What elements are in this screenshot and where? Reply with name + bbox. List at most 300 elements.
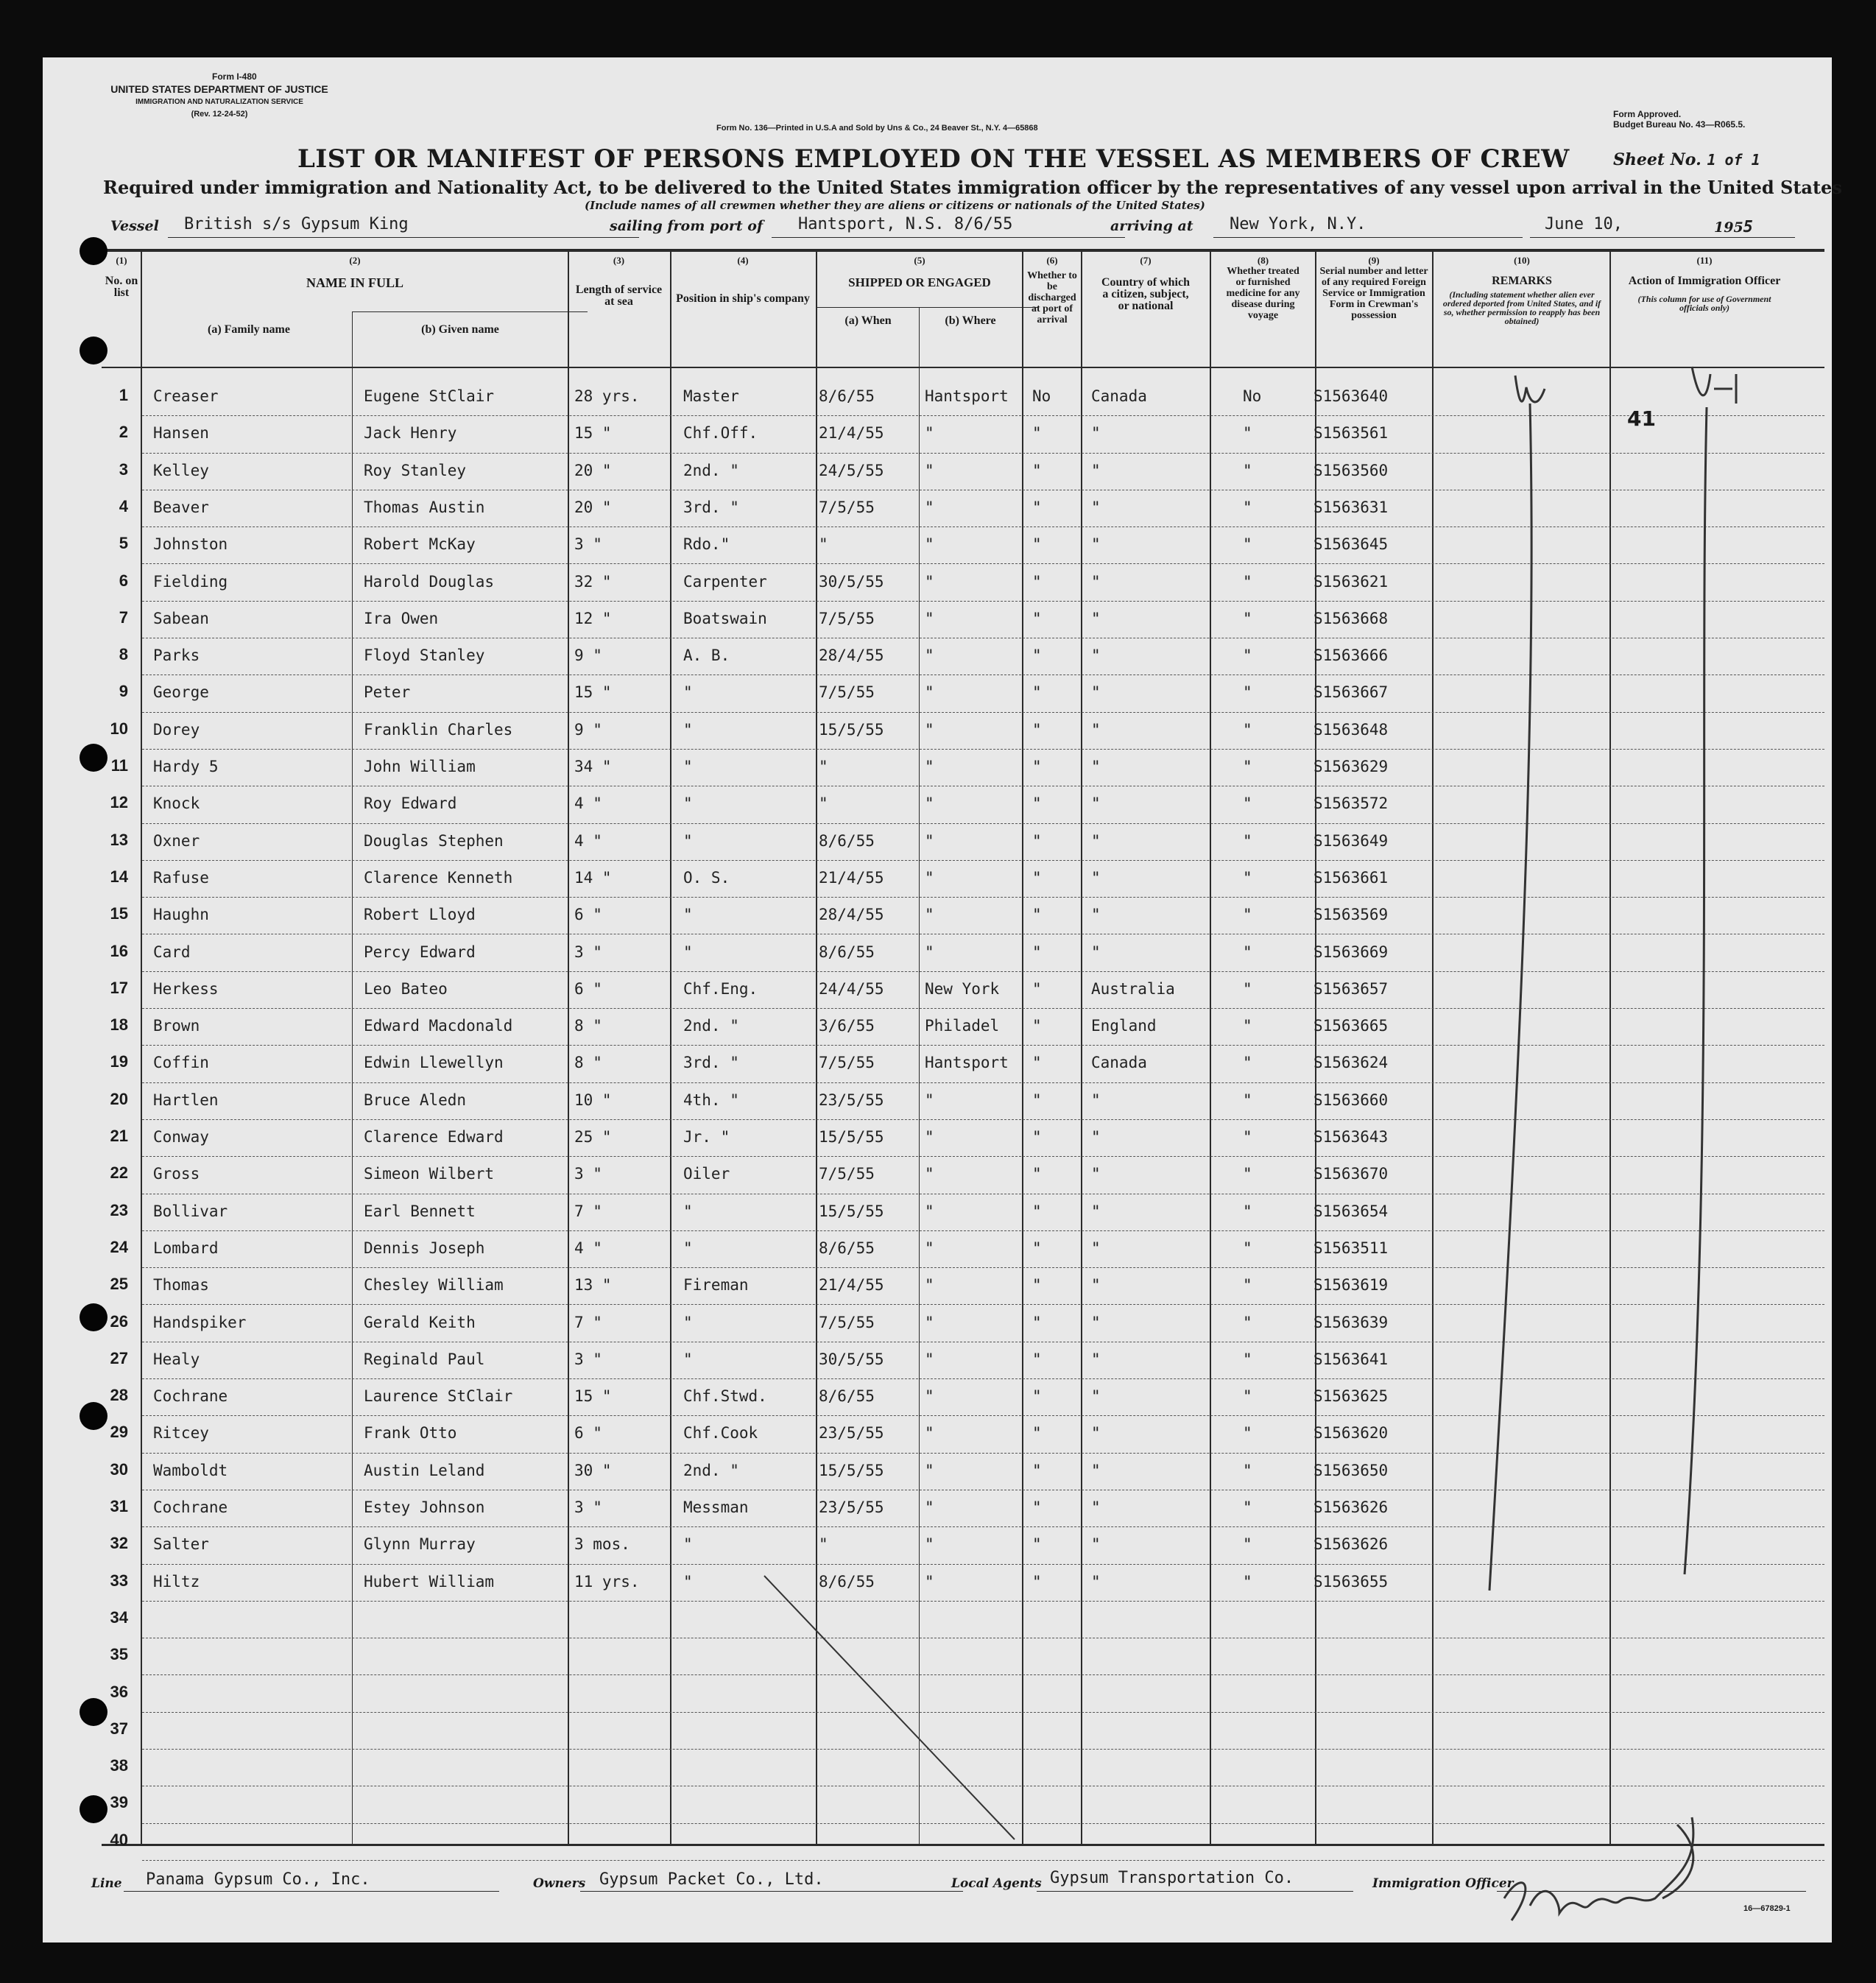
cell-given: Eugene StClair (364, 387, 495, 405)
header-col-8-label: Whether treated or furnished medicine for any disease during voyage (1226, 266, 1300, 321)
cell-position: Carpenter (683, 572, 767, 591)
cell-given: Austin Leland (364, 1461, 485, 1479)
cell-medicine: " (1243, 572, 1252, 591)
cell-medicine: " (1243, 424, 1252, 443)
cell-country: " (1091, 647, 1101, 665)
cell-country: " (1091, 831, 1101, 850)
cell-serial: S1563666 (1313, 647, 1389, 665)
cell-country: " (1091, 1313, 1101, 1331)
cell-family: Johnston (153, 535, 228, 554)
cell-medicine: " (1243, 1276, 1252, 1295)
arriving-label: arriving at (1110, 218, 1193, 234)
cell-medicine: " (1243, 1572, 1252, 1591)
cell-country: Canada (1091, 387, 1147, 405)
cell-given: Earl Bennett (364, 1202, 476, 1220)
cell-serial: S1563661 (1313, 868, 1389, 887)
cell-country: " (1091, 461, 1101, 479)
cell-medicine: " (1243, 868, 1252, 887)
cell-serial: S1563641 (1313, 1350, 1389, 1368)
cell-service: 15 " (574, 1387, 612, 1406)
row-number: 38 (110, 1756, 128, 1775)
cell-family: Cochrane (153, 1498, 228, 1516)
cell-when: 15/5/55 (819, 1128, 884, 1146)
cell-service: 15 " (574, 683, 612, 702)
cell-service: 4 " (574, 831, 602, 850)
cell-given: Floyd Stanley (364, 647, 485, 665)
cell-medicine: " (1243, 758, 1252, 775)
cell-country: " (1091, 1276, 1101, 1295)
cell-discharged: " (1032, 1535, 1042, 1554)
cell-when: 30/5/55 (819, 1350, 884, 1368)
cell-medicine: " (1243, 1165, 1252, 1183)
cell-when: 28/4/55 (819, 906, 884, 924)
arriving-port: New York, N.Y. (1230, 215, 1367, 233)
header-col-2-num: (2) (349, 255, 361, 266)
cell-country: " (1091, 720, 1101, 739)
cell-when: 8/6/55 (819, 1239, 875, 1257)
cell-given: Chesley William (364, 1276, 504, 1295)
cell-where: " (925, 943, 934, 961)
cell-serial: S1563619 (1313, 1276, 1389, 1295)
cell-service: 12 " (574, 609, 612, 627)
cell-given: Simeon Wilbert (364, 1165, 495, 1183)
row-number: 3 (119, 459, 128, 479)
cell-medicine: " (1243, 1387, 1252, 1406)
cell-position: Chf.Eng. (683, 979, 758, 998)
cell-where: " (925, 1498, 934, 1516)
row-number: 30 (110, 1459, 128, 1479)
cell-serial: S1563560 (1313, 461, 1389, 479)
line-label: Line (91, 1876, 122, 1891)
header-col-9-label: Serial number and letter of any required Foreign Service or Immigration Form in Crewman's possession (1319, 266, 1428, 321)
header-col-11-sublabel: (This column for use of Government officials only) (1637, 294, 1771, 313)
cell-position: A. B. (683, 647, 730, 665)
cell-medicine: " (1243, 683, 1252, 702)
header-col-1-label: No. on list (105, 275, 138, 299)
cell-where: " (925, 1424, 934, 1443)
year-prefix: 195 (1714, 219, 1743, 236)
action-number: 41 (1627, 406, 1656, 431)
manifest-sheet (43, 57, 1842, 1943)
cell-position: Chf.Off. (683, 424, 758, 443)
cell-where: " (925, 535, 934, 554)
cell-discharged: " (1032, 609, 1042, 627)
cell-where: " (925, 683, 934, 702)
cell-service: 9 " (574, 720, 602, 739)
cell-where: " (925, 424, 934, 443)
cell-given: Franklin Charles (364, 720, 513, 739)
header-col-6-label: Whether to be discharged at port of arrival (1027, 270, 1077, 325)
cell-service: 34 " (574, 758, 612, 775)
cell-family: Dorey (153, 720, 200, 739)
cell-position: O. S. (683, 868, 730, 887)
row-number: 25 (110, 1275, 128, 1294)
cell-discharged: " (1032, 535, 1042, 554)
cell-medicine: " (1243, 461, 1252, 479)
cell-given: Bruce Aledn (364, 1091, 467, 1109)
cell-medicine: " (1243, 1091, 1252, 1109)
header-col-8-num: (8) (1257, 255, 1269, 266)
cell-country: " (1091, 498, 1101, 516)
cell-service: 3 mos. (574, 1535, 630, 1554)
cell-service: 28 yrs. (574, 387, 640, 405)
cell-discharged: " (1032, 1424, 1042, 1443)
cell-serial: S1563640 (1313, 387, 1389, 405)
cell-given: Harold Douglas (364, 572, 495, 591)
cell-where: " (925, 1535, 934, 1554)
cell-medicine: " (1243, 1239, 1252, 1257)
cell-discharged: " (1032, 1276, 1042, 1295)
cell-serial: S1563657 (1313, 979, 1389, 998)
cell-service: 32 " (574, 572, 612, 591)
cell-service: 9 " (574, 647, 602, 665)
cell-medicine: " (1243, 1535, 1252, 1554)
header-col-5b: (b) Where (945, 314, 996, 327)
cell-given: Frank Otto (364, 1424, 457, 1443)
cell-serial: S1563650 (1313, 1461, 1389, 1479)
cell-family: Beaver (153, 498, 209, 516)
cell-when: 24/5/55 (819, 461, 884, 479)
cell-service: 6 " (574, 1424, 602, 1443)
subtitle: Required under immigration and Nationality Act, to be delivered to the United States immigration officer by the representatives of any vessel upon arrival in the United States (103, 177, 1842, 198)
cell-service: 3 " (574, 1350, 602, 1368)
cell-where: " (925, 1202, 934, 1220)
header-col-10-label: REMARKS (1492, 275, 1552, 287)
binder-hole (80, 1402, 107, 1430)
binder-hole (80, 744, 107, 772)
row-number: 11 (110, 756, 128, 775)
cell-serial: S1563625 (1313, 1387, 1389, 1406)
cell-given: Clarence Kenneth (364, 868, 513, 887)
cell-discharged: " (1032, 758, 1042, 775)
cell-where: " (925, 831, 934, 850)
page-title: LIST OR MANIFEST OF PERSONS EMPLOYED ON THE VESSEL AS MEMBERS OF CREW (297, 144, 1570, 174)
cell-position: " (683, 943, 693, 961)
cell-given: Percy Edward (364, 943, 476, 961)
cell-serial: S1563624 (1313, 1054, 1389, 1072)
cell-family: Parks (153, 647, 200, 665)
cell-service: 6 " (574, 906, 602, 924)
cell-position: Messman (683, 1498, 749, 1516)
cell-where: " (925, 1091, 934, 1109)
row-number: 8 (119, 645, 128, 664)
revision: (Rev. 12-24-52) (191, 110, 248, 119)
binder-hole (80, 337, 107, 364)
cell-service: 4 " (574, 1239, 602, 1257)
cell-when: " (819, 795, 828, 813)
cell-discharged: No (1032, 387, 1051, 405)
cell-discharged: " (1032, 424, 1042, 443)
header-col-2-label: NAME IN FULL (306, 275, 403, 290)
header-col-2a: (a) Family name (208, 323, 290, 336)
cell-serial: S1563569 (1313, 906, 1389, 924)
action-ditto-line (1685, 407, 1707, 1574)
owners-value: Gypsum Packet Co., Ltd. (599, 1870, 824, 1889)
row-number: 23 (110, 1200, 128, 1219)
header-col-11-label: Action of Immigration Officer (1628, 275, 1781, 287)
cell-given: Dennis Joseph (364, 1239, 485, 1257)
cell-family: Card (153, 943, 191, 961)
cell-where: New York (925, 979, 1000, 998)
row-number: 10 (110, 719, 128, 738)
cell-service: 8 " (574, 1054, 602, 1072)
row-number: 4 (119, 496, 128, 515)
cell-family: Oxner (153, 831, 200, 850)
cell-where: " (925, 1128, 934, 1146)
cell-serial: S1563670 (1313, 1165, 1389, 1183)
cell-given: Peter (364, 683, 411, 702)
cell-where: " (925, 758, 934, 775)
cell-when: 8/6/55 (819, 1572, 875, 1591)
cell-when: 7/5/55 (819, 1165, 875, 1183)
cell-where: " (925, 1239, 934, 1257)
cell-where: " (925, 1313, 934, 1331)
cell-country: " (1091, 868, 1101, 887)
cell-position: " (683, 1535, 693, 1554)
department-line2: IMMIGRATION AND NATURALIZATION SERVICE (135, 98, 303, 106)
officer-signature (1504, 1817, 1693, 1920)
cell-service: 3 " (574, 943, 602, 961)
header-col-10-num: (10) (1514, 255, 1530, 266)
approval-line2: Budget Bureau No. 43—R065.5. (1613, 119, 1746, 130)
sailing-label: sailing from port of (610, 218, 764, 234)
row-number: 28 (110, 1386, 128, 1405)
cell-discharged: " (1032, 831, 1042, 850)
header-col-5a: (a) When (844, 314, 892, 327)
cell-service: 30 " (574, 1461, 612, 1479)
cell-serial: S1563626 (1313, 1498, 1389, 1516)
cell-serial: S1563643 (1313, 1128, 1389, 1146)
cell-where: " (925, 1461, 934, 1479)
cell-where: " (925, 498, 934, 516)
cell-medicine: " (1243, 906, 1252, 924)
cell-family: Hansen (153, 424, 209, 443)
cell-family: Haughn (153, 906, 209, 924)
cell-position: Chf.Cook (683, 1424, 758, 1443)
cell-serial: S1563626 (1313, 1535, 1389, 1554)
cell-when: 7/5/55 (819, 1313, 875, 1331)
binder-hole (80, 237, 107, 265)
cell-serial: S1563645 (1313, 535, 1389, 554)
cell-where: " (925, 1572, 934, 1591)
cell-family: Gross (153, 1165, 200, 1183)
cell-when: 8/6/55 (819, 387, 875, 405)
cell-position: " (683, 720, 693, 739)
row-number: 5 (119, 534, 128, 553)
cell-position: " (683, 906, 693, 924)
cell-discharged: " (1032, 1128, 1042, 1146)
header-col-4-num: (4) (737, 255, 749, 266)
cell-country: " (1091, 795, 1101, 813)
cell-service: 8 " (574, 1017, 602, 1035)
cell-serial: S1563572 (1313, 795, 1389, 813)
cell-when: 7/5/55 (819, 1054, 875, 1072)
row-number: 29 (110, 1423, 128, 1442)
cell-position: Boatswain (683, 609, 767, 627)
cell-given: Laurence StClair (364, 1387, 513, 1406)
cell-medicine: " (1243, 1202, 1252, 1220)
cell-country: " (1091, 1535, 1101, 1554)
cell-serial: S1563621 (1313, 572, 1389, 591)
cell-given: Estey Johnson (364, 1498, 485, 1516)
cell-when: 7/5/55 (819, 683, 875, 702)
cell-family: Handspiker (153, 1313, 247, 1331)
strike-through-line (764, 1576, 1015, 1839)
cell-given: Roy Edward (364, 795, 457, 813)
cell-serial: S1563620 (1313, 1424, 1389, 1443)
cell-where: " (925, 720, 934, 739)
header-col-4-label: Position in ship's company (676, 292, 810, 305)
cell-discharged: " (1032, 683, 1042, 702)
cell-serial: S1563649 (1313, 831, 1389, 850)
cell-serial: S1563665 (1313, 1017, 1389, 1035)
row-number: 36 (110, 1682, 128, 1701)
cell-country: " (1091, 1128, 1101, 1146)
cell-where: " (925, 647, 934, 665)
cell-medicine: " (1243, 795, 1252, 813)
cell-family: Creaser (153, 387, 219, 405)
cell-when: 28/4/55 (819, 647, 884, 665)
cell-service: 15 " (574, 424, 612, 443)
cell-discharged: " (1032, 1387, 1042, 1406)
header-col-5-label: SHIPPED OR ENGAGED (848, 275, 991, 289)
department-line1: UNITED STATES DEPARTMENT OF JUSTICE (110, 83, 328, 95)
cell-when: 3/6/55 (819, 1017, 875, 1035)
cell-service: 10 " (574, 1091, 612, 1109)
cell-position: 2nd. " (683, 461, 739, 479)
row-number: 26 (110, 1311, 128, 1331)
cell-where: Hantsport (925, 1054, 1009, 1072)
cell-discharged: " (1032, 1498, 1042, 1516)
cell-when: 21/4/55 (819, 868, 884, 887)
cell-country: " (1091, 1165, 1101, 1183)
cell-discharged: " (1032, 1054, 1042, 1072)
row-number: 18 (110, 1015, 128, 1035)
cell-country: " (1091, 1424, 1101, 1443)
row-number: 17 (110, 978, 128, 997)
cell-position: " (683, 1202, 693, 1220)
cell-country: " (1091, 1202, 1101, 1220)
cell-family: Hiltz (153, 1572, 200, 1591)
cell-position: 3rd. " (683, 1054, 739, 1072)
cell-family: Lombard (153, 1239, 219, 1257)
cell-medicine: " (1243, 498, 1252, 516)
row-number: 19 (110, 1052, 128, 1071)
cell-when: 21/4/55 (819, 1276, 884, 1295)
cell-country: " (1091, 1498, 1101, 1516)
cell-given: Robert McKay (364, 535, 476, 554)
footer-code: 16—67829-1 (1743, 1904, 1791, 1913)
cell-country: " (1091, 1387, 1101, 1406)
cell-medicine: " (1243, 1461, 1252, 1479)
cell-given: Leo Bateo (364, 979, 448, 998)
cell-medicine: " (1243, 831, 1252, 850)
cell-discharged: " (1032, 572, 1042, 591)
cell-where: " (925, 906, 934, 924)
row-number: 37 (110, 1719, 128, 1738)
cell-position: " (683, 683, 693, 702)
cell-position: " (683, 1350, 693, 1368)
cell-family: George (153, 683, 209, 702)
handwritten-marks (43, 57, 1832, 1943)
cell-country: Australia (1091, 979, 1175, 998)
row-number: 6 (119, 571, 128, 590)
cell-medicine: " (1243, 943, 1252, 961)
header-col-7-num: (7) (1140, 255, 1152, 266)
cell-position: Oiler (683, 1165, 730, 1183)
action-initial-mark (1692, 367, 1736, 404)
cell-discharged: " (1032, 720, 1042, 739)
cell-service: 11 yrs. (574, 1572, 640, 1591)
cell-service: 4 " (574, 795, 602, 813)
cell-country: " (1091, 1091, 1101, 1109)
cell-serial: S1563511 (1313, 1239, 1389, 1257)
header-col-11-num: (11) (1696, 255, 1713, 266)
cell-family: Knock (153, 795, 200, 813)
cell-discharged: " (1032, 1572, 1042, 1591)
cell-position: 2nd. " (683, 1017, 739, 1035)
cell-serial: S1563639 (1313, 1313, 1389, 1331)
cell-when: " (819, 535, 828, 554)
cell-discharged: " (1032, 498, 1042, 516)
sailing-port: Hantsport, N.S. 8/6/55 (798, 215, 1013, 233)
cell-country: " (1091, 572, 1101, 591)
cell-when: 15/5/55 (819, 1202, 884, 1220)
cell-when: 15/5/55 (819, 720, 884, 739)
cell-service: 13 " (574, 1276, 612, 1295)
cell-where: " (925, 1276, 934, 1295)
cell-discharged: " (1032, 943, 1042, 961)
cell-given: Hubert William (364, 1572, 495, 1591)
cell-discharged: " (1032, 1017, 1042, 1035)
cell-medicine: " (1243, 1313, 1252, 1331)
sheet-value: 1 of 1 (1707, 151, 1760, 169)
cell-service: 7 " (574, 1313, 602, 1331)
row-number: 34 (110, 1607, 128, 1627)
cell-given: Reginald Paul (364, 1350, 485, 1368)
cell-discharged: " (1032, 906, 1042, 924)
row-number: 2 (119, 423, 128, 442)
year-suffix: 5 (1743, 218, 1753, 236)
cell-family: Hardy 5 (153, 758, 219, 775)
cell-position: Master (683, 387, 739, 405)
cell-medicine: " (1243, 1128, 1252, 1146)
cell-where: Hantsport (925, 387, 1009, 405)
cell-country: " (1091, 683, 1101, 702)
printer-note: Form No. 136—Printed in U.S.A and Sold by Uns & Co., 24 Beaver St., N.Y. 4—65868 (716, 124, 1038, 133)
cell-when: 30/5/55 (819, 572, 884, 591)
cell-when: " (819, 1535, 828, 1554)
remarks-ditto-line (1489, 404, 1531, 1591)
cell-position: Fireman (683, 1276, 749, 1295)
officer-label: Immigration Officer (1372, 1876, 1514, 1891)
cell-when: 24/4/55 (819, 979, 884, 998)
cell-when: " (819, 758, 828, 775)
cell-medicine: No (1243, 387, 1262, 405)
cell-family: Kelley (153, 461, 209, 479)
form-number: Form I-480 (212, 71, 257, 82)
row-number: 31 (110, 1497, 128, 1515)
row-number: 14 (110, 867, 128, 886)
row-number: 33 (110, 1571, 128, 1590)
cell-given: Roy Stanley (364, 461, 467, 479)
cell-service: 20 " (574, 461, 612, 479)
cell-family: Coffin (153, 1054, 209, 1072)
cell-country: " (1091, 758, 1101, 775)
cell-given: Robert Lloyd (364, 906, 476, 924)
cell-position: " (683, 831, 693, 850)
header-col-10-sublabel: (Including statement whether alien ever ordered deported from United States, and if so, whether permission to reapply has been obtained) (1442, 289, 1601, 326)
